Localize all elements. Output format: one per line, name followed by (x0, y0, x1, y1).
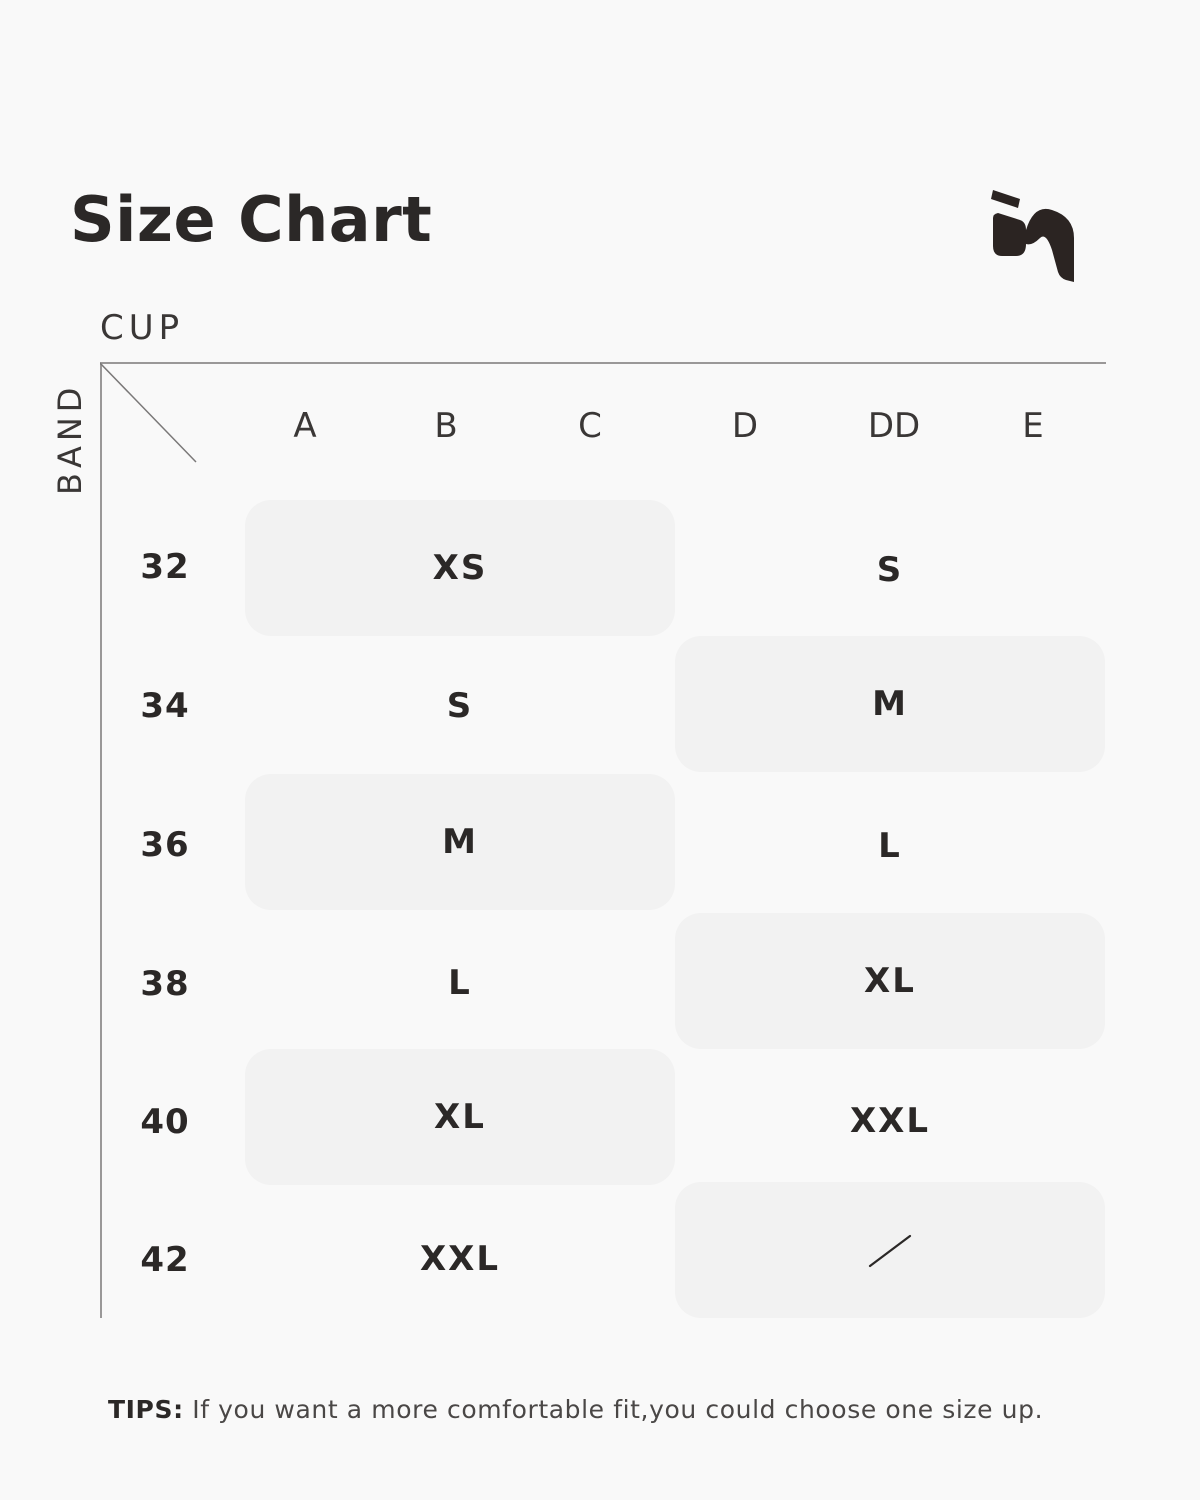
band-axis-divider (100, 362, 102, 1318)
size-cell: S (446, 686, 474, 726)
size-cell: L (448, 963, 472, 1003)
corner-diagonal (100, 362, 200, 464)
band-42: 42 (140, 1240, 190, 1280)
tips-note (108, 1392, 1043, 1428)
size-cell: XXL (419, 1239, 501, 1279)
size-cell-unavailable (675, 1182, 1105, 1318)
cup-header-a: A (293, 406, 317, 446)
page-title: Size Chart (70, 183, 433, 256)
band-38: 38 (140, 964, 190, 1004)
band-40: 40 (140, 1102, 190, 1142)
band-32: 32 (140, 547, 190, 587)
band-36: 36 (140, 825, 190, 865)
not-available-slash-icon (866, 1230, 914, 1270)
cup-header-b: B (434, 406, 458, 446)
tips-label: TIPS: (108, 1395, 184, 1424)
size-cell: S (876, 550, 904, 590)
tips-text: If you want a more comfortable fit,you could choose one size up. (183, 1395, 1044, 1424)
cup-header-d: D (731, 406, 759, 446)
cup-header-dd: DD (867, 406, 921, 446)
band-axis-label: BAND (51, 382, 89, 495)
size-cell: M (675, 636, 1105, 772)
size-cell: XL (245, 1049, 675, 1185)
size-cell: XXL (849, 1101, 931, 1141)
size-cell: M (245, 774, 675, 910)
size-cell: L (878, 826, 902, 866)
cup-header-c: C (578, 406, 602, 446)
cup-axis-label: CUP (100, 308, 185, 348)
band-34: 34 (140, 686, 190, 726)
cup-header-e: E (1022, 406, 1044, 446)
size-cell: XL (675, 913, 1105, 1049)
header-divider (100, 362, 1106, 364)
brand-logo-icon (990, 186, 1078, 284)
size-cell: XS (245, 500, 675, 636)
